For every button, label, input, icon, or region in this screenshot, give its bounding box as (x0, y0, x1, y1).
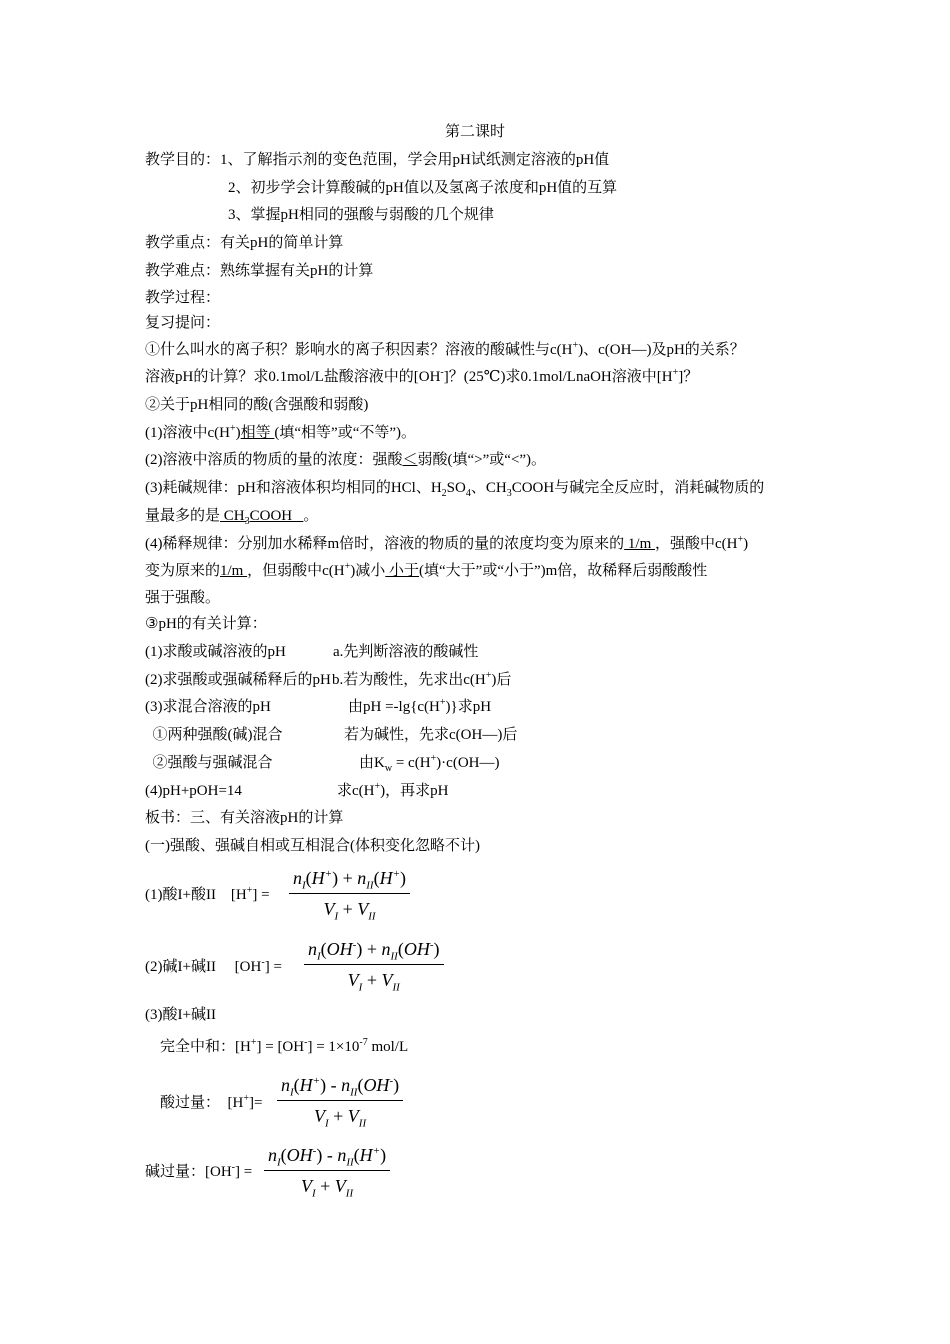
answer-equal: 相等 (240, 425, 275, 441)
calc-line-1-right: a.先判断溶液的酸碱性 (333, 644, 479, 660)
objective-line-1: 教学目的：1、了解指示剂的变色范围，学会用pH试纸测定溶液的pH值 (145, 152, 610, 168)
review-heading: 复习提问： (145, 315, 221, 331)
calc-line-5-right: 由$K_w$ = c(H+)·c(OH—) (359, 753, 500, 774)
base-excess-fraction: $n_I(OH^-) - n_{II}(H^+)$ $V_I + V_{II}$ (264, 1143, 390, 1198)
answer-acetic-acid: $CH_3COOH$ (220, 508, 304, 527)
complete-neutralization: 完全中和：$[H^+] = [OH^-] = 1\times 10^{-7}$ mol/L (160, 1037, 409, 1055)
question-3: ③pH的有关计算： (145, 616, 267, 632)
calc-line-4: ①两种强酸(碱)混合 (145, 727, 283, 743)
key-point: 教学重点：有关pH的简单计算 (145, 235, 344, 251)
calc-line-6-right: 求c(H+)，再求pH (337, 781, 449, 799)
point-3-line-1: (3)耗碱规律：pH和溶液体积均相同的HCl、$H_2SO_4$、$CH_3COOH$与碱完全反应时，消耗碱物质的 (145, 480, 765, 499)
calc-line-2: (2)求强酸或强碱稀释后的pH (145, 672, 331, 688)
calc-line-2-right: b.若为酸性，先求出c(H+)后 (332, 670, 512, 688)
formula-3-label: (3)酸I+碱II (145, 1007, 216, 1023)
calc-line-1: (1)求酸或碱溶液的pH (145, 644, 286, 660)
calc-line-3-right: 由pH =-lg{c(H+)}求pH (348, 697, 492, 715)
calc-line-3: (3)求混合溶液的pH (145, 699, 271, 715)
formula-2-label: (2)碱I+碱II [OH-] = (145, 957, 282, 975)
calc-line-5: ②强酸与强碱混合 (145, 755, 273, 771)
acid-excess-label: 酸过量： [H+]= (160, 1093, 263, 1111)
board-heading: 板书：三、有关溶液pH的计算 (145, 810, 344, 826)
calc-line-6: (4)pH+pOH=14 (145, 783, 242, 799)
point-2: (2)溶液中溶质的物质的量的浓度：强酸＜弱酸(填“>”或“<”)。 (145, 452, 547, 468)
point-4-line-3: 强于强酸。 (145, 590, 221, 606)
formula-2-fraction: $n_I(OH^-) + n_{II}(OH^-)$ $V_I + V_{II}$ (304, 937, 444, 992)
base-excess-label: 碱过量：[OH-] = (145, 1162, 253, 1180)
section-1-heading: (一)强酸、强碱自相或互相混合(体积变化忽略不计) (145, 838, 480, 854)
process-heading: 教学过程： (145, 290, 221, 306)
point-3-line-2: 量最多的是 $CH_3COOH$ 。 (145, 508, 319, 527)
question-1-line-2: 溶液pH的计算？求0.1mol/L盐酸溶液中的[OH-]？(25℃)求0.1mol/LnaOH溶液中[H+]？ (145, 367, 699, 385)
question-1-line-1: ①什么叫水的离子积？影响水的离子积因素？溶液的酸碱性与c(H+)、c(OH—)及pH的关系？ (145, 340, 745, 358)
point-4-line-1: (4)稀释规律：分别加水稀释m倍时，溶液的物质的量的浓度均变为原来的 1/m ，强酸中c(H+) (145, 534, 749, 552)
point-4-line-2: 变为原来的1/m ，但弱酸中c(H+)减小 小于(填“大于”或“小于”)m倍，故稀释后弱酸酸性 (145, 561, 708, 579)
question-2: ②关于pH相同的酸(含强酸和弱酸) (145, 397, 369, 413)
objective-line-3: 3、掌握pH相同的强酸与弱酸的几个规律 (228, 207, 494, 223)
answer-less: ＜ (402, 452, 418, 468)
point-1: (1)溶液中c(H+)相等 (填“相等”或“不等”)。 (145, 423, 417, 441)
formula-1-fraction: $n_I(H^+) + n_{II}(H^+)$ $V_I + V_{II}$ (289, 866, 410, 921)
acid-excess-fraction: $n_I(H^+) - n_{II}(OH^-)$ $V_I + V_{II}$ (277, 1073, 403, 1128)
formula-1-label: (1)酸I+酸II [H+] = (145, 885, 270, 903)
lesson-title: 第二课时 (444, 124, 505, 140)
calc-line-4-right: 若为碱性，先求c(OH—)后 (344, 727, 518, 743)
objective-line-2: 2、初步学会计算酸碱的pH值以及氢离子浓度和pH值的互算 (228, 180, 618, 196)
difficulty: 教学难点：熟练掌握有关pH的计算 (145, 263, 374, 279)
